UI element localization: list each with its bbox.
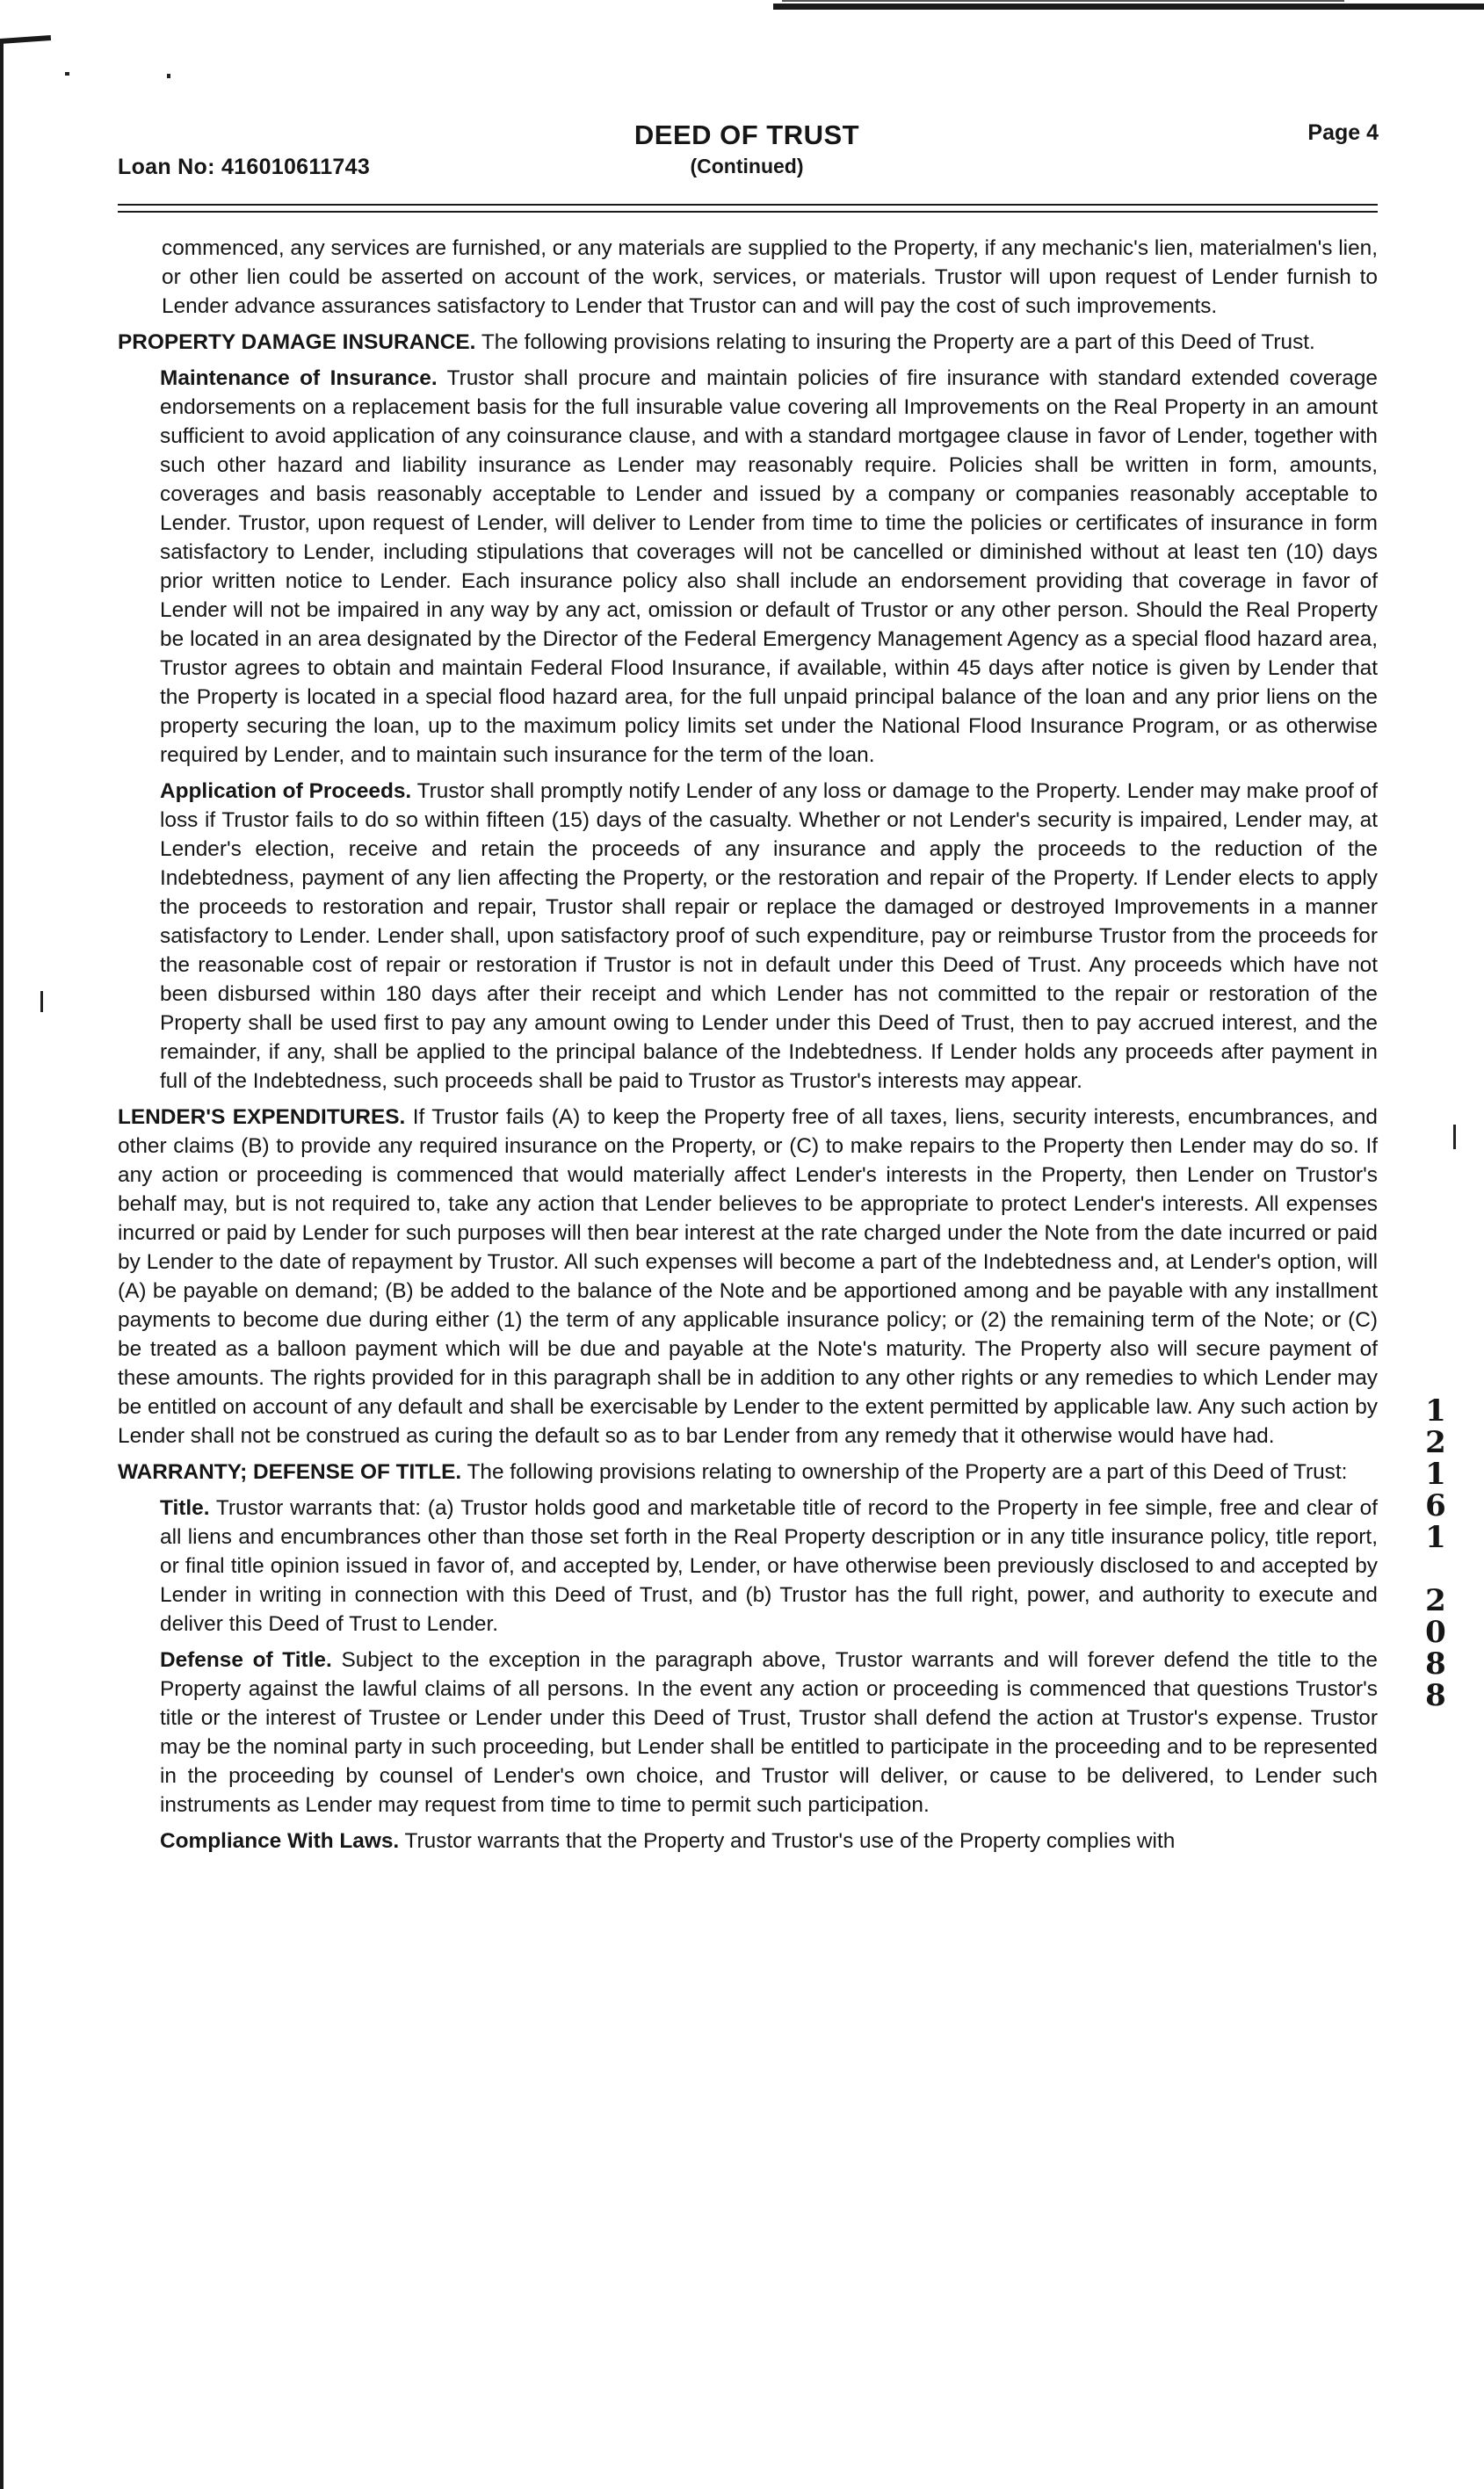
subsection-heading: Maintenance of Insurance.	[160, 366, 438, 390]
scan-speck	[65, 72, 69, 76]
margin-mark	[1453, 1125, 1456, 1149]
section-text: The following provisions relating to ownership of the Property are a part of this Deed of Trust:	[467, 1460, 1348, 1484]
document-body	[118, 234, 1378, 1863]
corner-mark	[0, 35, 51, 44]
subsection-text: Subject to the exception in the paragraph above, Trustor warrants and will forever defend the title to the Property against the lawful claims of all persons. In the event any action or proceeding is commenced that questions Trustor's title or the interest of Trustee or Lender under this Deed of Trust, Trustor shall defend the action at Trustor's expense. Trustor may be the nominal party in such proceeding, but Lender shall be entitled to participate in the proceeding and to be represented in the proceeding by counsel of Lender's own choice, and Trustor will deliver, or cause to be delivered, to Lender such instruments as Lender may request from time to time to permit such participation.	[160, 1648, 1378, 1817]
paragraph-continued: commenced, any services are furnished, or any materials are supplied to the Property, if any mechanic's lien, materialmen's lien, or other lien could be asserted on account of the work, services, or materials. Trustor will upon request of Lender furnish to Lender advance assurances satisfactory to Lender that Trustor can and will pay the cost of such improvements.	[162, 236, 1378, 318]
subsection-maintenance-of-insurance	[118, 364, 1378, 770]
subsection-heading: Defense of Title.	[160, 1648, 332, 1672]
section-heading: PROPERTY DAMAGE INSURANCE.	[118, 330, 476, 354]
header-rule-top	[118, 204, 1378, 206]
recording-digit: 6	[1425, 1488, 1446, 1523]
recording-digit: 0	[1425, 1615, 1446, 1650]
section-text: The following provisions relating to insuring the Property are a part of this Deed of Trust.	[481, 330, 1315, 354]
document-subtitle: (Continued)	[690, 155, 804, 177]
section-property-damage-insurance	[118, 328, 1378, 357]
section-lenders-expenditures	[118, 1103, 1378, 1451]
recording-digit: 1	[1425, 1520, 1446, 1555]
subsection-heading: Compliance With Laws.	[160, 1829, 400, 1853]
subsection-text: Trustor warrants that the Property and Trustor's use of the Property complies with	[404, 1829, 1176, 1853]
recording-digit: 1	[1425, 1393, 1446, 1429]
top-edge-rule	[773, 4, 1484, 10]
top-edge-rule-faint	[782, 0, 1344, 2]
section-heading: LENDER'S EXPENDITURES.	[118, 1105, 406, 1129]
section-warranty-defense-of-title	[118, 1458, 1378, 1487]
subsection-heading: Title.	[160, 1496, 210, 1520]
loan-number: Loan No: 416010611743	[118, 155, 371, 179]
page-number: Page 4	[1307, 120, 1379, 145]
recording-digit: 2	[1425, 1583, 1446, 1618]
recording-digit: 8	[1425, 1646, 1446, 1682]
subsection-title	[118, 1494, 1378, 1639]
document-title: DEED OF TRUST	[633, 119, 860, 150]
left-edge-rule	[0, 40, 4, 2489]
subsection-compliance-with-laws	[118, 1827, 1378, 1856]
section-heading: WARRANTY; DEFENSE OF TITLE.	[118, 1460, 462, 1484]
subsection-defense-of-title	[118, 1646, 1378, 1820]
recording-number	[1418, 1395, 1453, 1711]
subsection-heading: Application of Proceeds.	[160, 779, 412, 803]
recording-digit: 1	[1425, 1457, 1446, 1492]
margin-mark	[40, 991, 43, 1012]
recording-digit: 8	[1425, 1678, 1446, 1713]
subsection-text: Trustor warrants that: (a) Trustor holds good and marketable title of record to the Property in fee simple, free and clear of all liens and encumbrances other than those set forth in the Real Property description or in any title insurance policy, title report, or final title opinion issued in favor of, and accepted by, Lender, or have otherwise been previously disclosed to and accepted by Lender in writing in connection with this Deed of Trust, and (b) Trustor has the full right, power, and authority to execute and deliver this Deed of Trust to Lender.	[160, 1496, 1378, 1636]
scan-speck	[167, 74, 170, 78]
header-rule-bottom	[118, 211, 1378, 213]
recording-digit: 2	[1425, 1425, 1446, 1460]
subsection-text: Trustor shall procure and maintain policies of fire insurance with standard extended coverage endorsements on a replacement basis for the full insurable value covering all Improvements on the Real Property in an amount sufficient to avoid application of any coinsurance clause, and with a standard mortgagee clause in favor of Lender, together with such other hazard and liability insurance as Lender may reasonably require. Policies shall be written in form, amounts, coverages and basis reasonably acceptable to Lender and issued by a company or companies reasonably acceptable to Lender. Trustor, upon request of Lender, will deliver to Lender from time to time the policies or certificates of insurance in form satisfactory to Lender, including stipulations that coverages will not be cancelled or diminished without at least ten (10) days prior written notice to Lender. Each insurance policy also shall include an endorsement providing that coverage in favor of Lender will not be impaired in any way by any act, omission or default of Trustor or any other person. Should the Real Property be located in an area designated by the Director of the Federal Emergency Management Agency as a special flood hazard area, Trustor agrees to obtain and maintain Federal Flood Insurance, if available, within 45 days after notice is given by Lender that the Property is located in a special flood hazard area, for the full unpaid principal balance of the loan and any prior liens on the property securing the loan, up to the maximum policy limits set under the National Flood Insurance Program, or as otherwise required by Lender, and to maintain such insurance for the term of the loan.	[160, 366, 1378, 767]
section-text: If Trustor fails (A) to keep the Property free of all taxes, liens, security interests, encumbrances, and other claims (B) to provide any required insurance on the Property, or (C) to make repairs to the Property then Lender may do so. If any action or proceeding is commenced that would materially affect Lender's interests in the Property, then Lender on Trustor's behalf may, but is not required to, take any action that Lender believes to be appropriate to protect Lender's interests. All expenses incurred or paid by Lender for such purposes will then bear interest at the rate charged under the Note from the date incurred or paid by Lender to the date of repayment by Trustor. All such expenses will become a part of the Indebtedness and, at Lender's option, will (A) be payable on demand; (B) be added to the balance of the Note and be apportioned among and be payable with any installment payments to become due during either (1) the term of any applicable insurance policy; or (2) the remaining term of the Note; or (C) be treated as a balloon payment which will be due and payable at the Note's maturity. The Property also will secure payment of these amounts. The rights provided for in this paragraph shall be in addition to any other rights or any remedies to which Lender may be entitled on account of any default and shall be exercisable by Lender to the extent permitted by applicable law. Any such action by Lender shall not be construed as curing the default so as to bar Lender from any remedy that it otherwise would have had.	[118, 1105, 1378, 1448]
subsection-application-of-proceeds	[118, 777, 1378, 1096]
subsection-text: Trustor shall promptly notify Lender of any loss or damage to the Property. Lender may make proof of loss if Trustor fails to do so within fifteen (15) days of the casualty. Whether or not Lender's security is impaired, Lender may, at Lender's election, receive and retain the proceeds of any insurance and apply the proceeds to the reduction of the Indebtedness, payment of any lien affecting the Property, or the restoration and repair of the Property. If Lender elects to apply the proceeds to restoration and repair, Trustor shall repair or replace the damaged or destroyed Improvements in a manner satisfactory to Lender. Lender shall, upon satisfactory proof of such expenditure, pay or reimburse Trustor from the proceeds for the reasonable cost of repair or restoration if Trustor is not in default under this Deed of Trust. Any proceeds which have not been disbursed within 180 days after their receipt and which Lender has not committed to the repair or restoration of the Property shall be used first to pay any amount owing to Lender under this Deed of Trust, then to pay accrued interest, and the remainder, if any, shall be applied to the principal balance of the Indebtedness. If Lender holds any proceeds after payment in full of the Indebtedness, such proceeds shall be paid to Trustor as Trustor's interests may appear.	[160, 779, 1378, 1093]
